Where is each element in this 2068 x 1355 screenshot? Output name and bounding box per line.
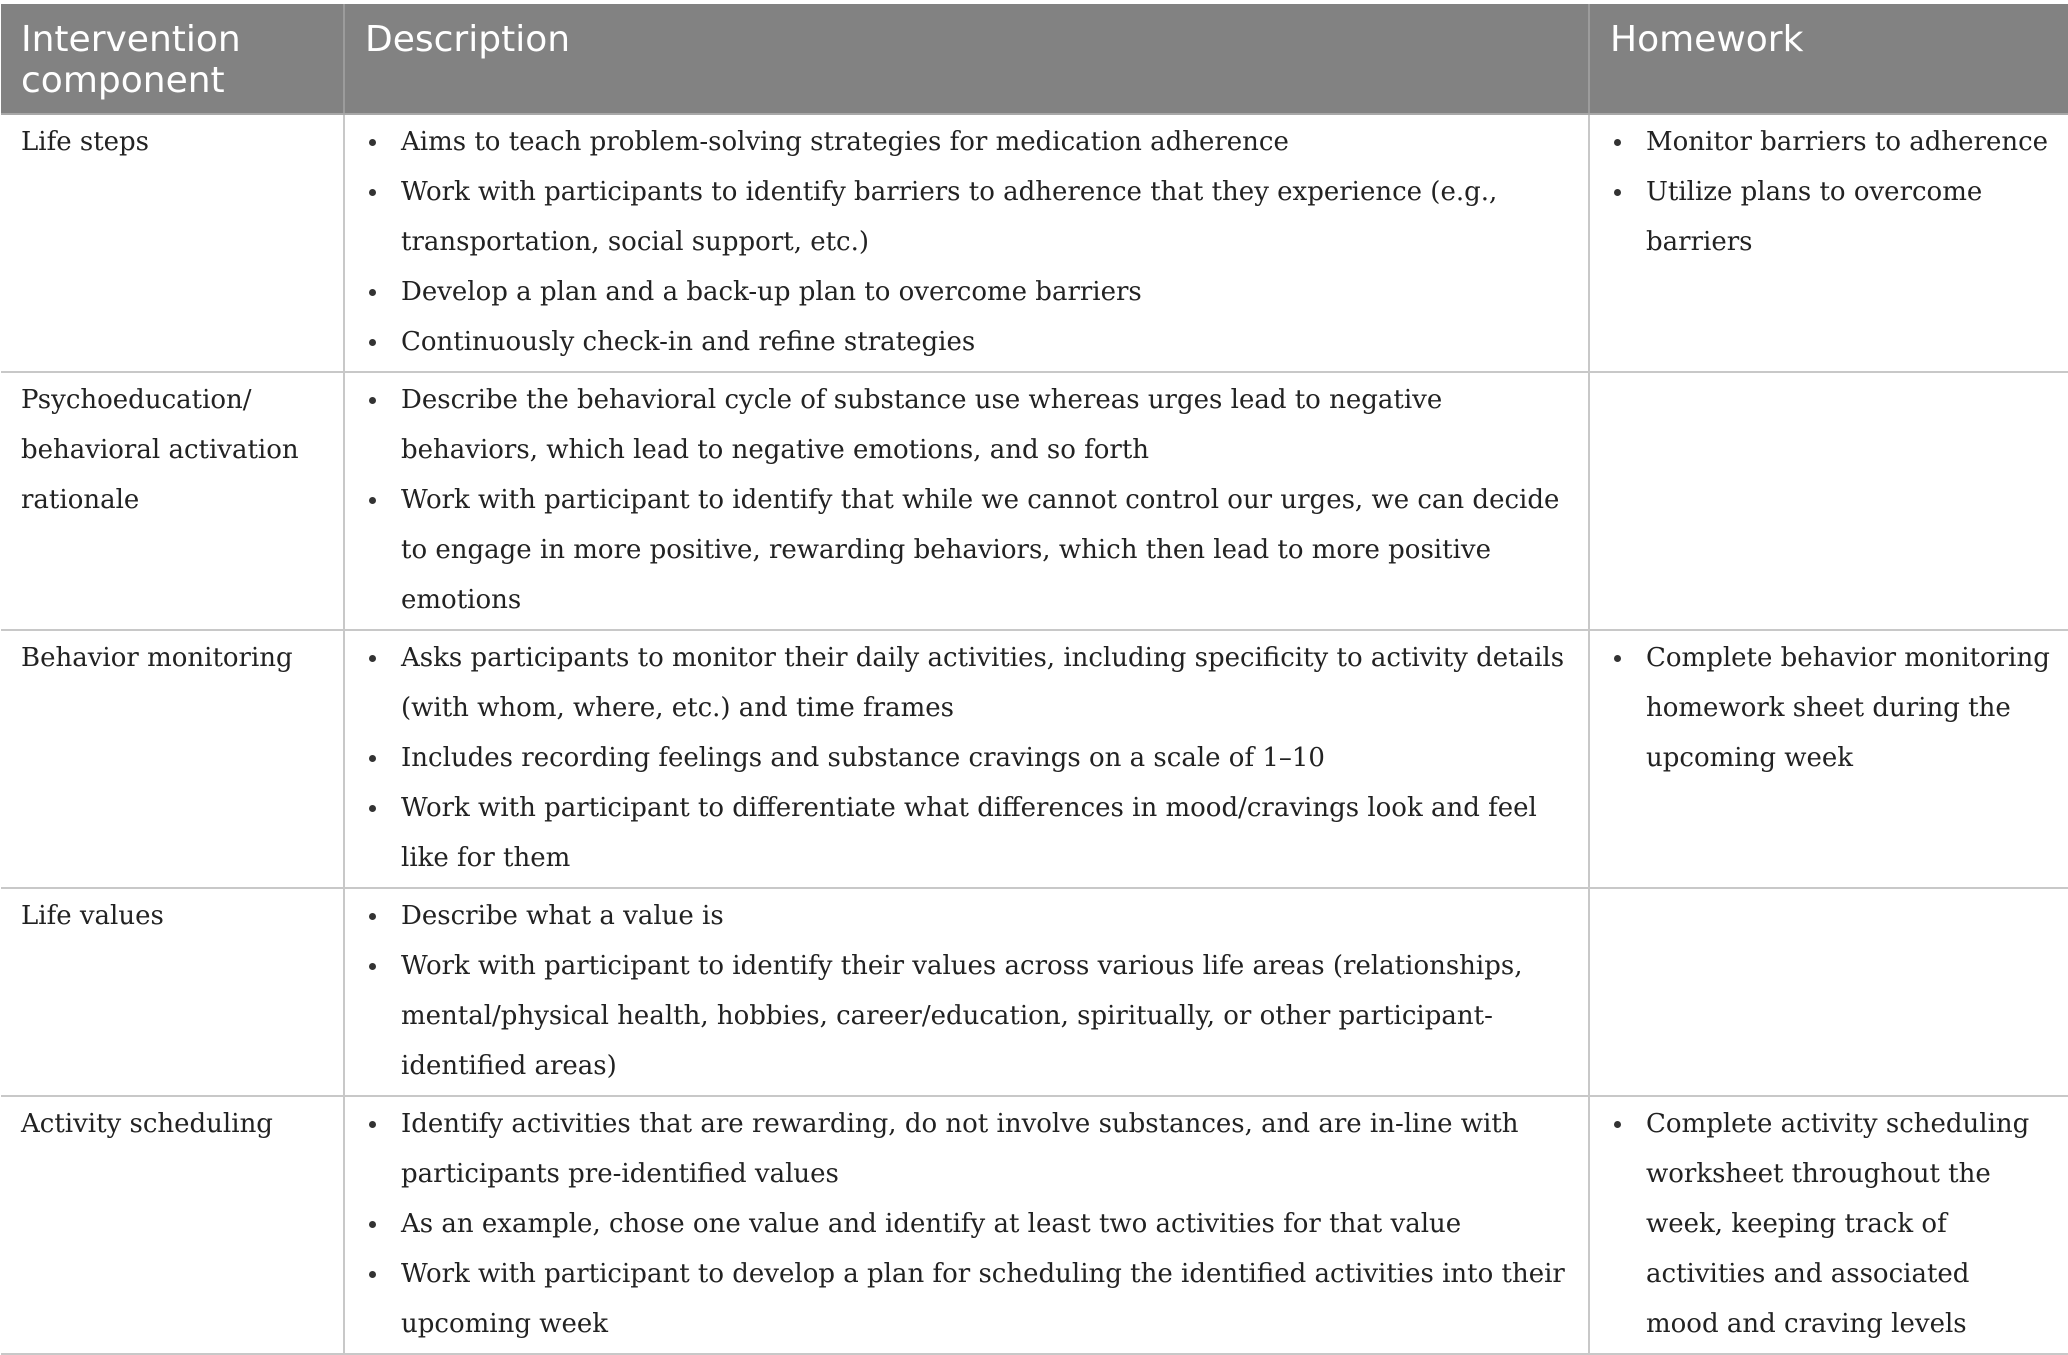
list-item: Aims to teach problem-solving strategies for medication adherence	[365, 117, 1570, 167]
list-item: Monitor barriers to adherence	[1610, 117, 2050, 167]
list-item: Includes recording feelings and substance cravings on a scale of 1–10	[365, 733, 1570, 783]
intervention-table	[1, 4, 2068, 1355]
description-cell	[344, 372, 1589, 630]
list-item: Identify activities that are rewarding, do not involve substances, and are in-line with participants pre-identified values	[365, 1099, 1570, 1199]
list-item: Utilize plans to overcome barriers	[1610, 167, 2050, 267]
list-item: Work with participant to develop a plan for scheduling the identified activities into their upcoming week	[365, 1249, 1570, 1349]
header-homework: Homework	[1589, 4, 2068, 114]
table-row	[1, 888, 2068, 1096]
description-list	[365, 117, 1570, 367]
homework-cell	[1589, 372, 2068, 630]
component-cell: Behavior monitoring	[1, 630, 344, 888]
homework-cell	[1589, 630, 2068, 888]
table-row	[1, 372, 2068, 630]
homework-list	[1610, 1099, 2050, 1349]
header-row	[1, 4, 2068, 114]
intervention-table-container	[1, 4, 2068, 1355]
description-cell	[344, 888, 1589, 1096]
list-item: Develop a plan and a back-up plan to overcome barriers	[365, 267, 1570, 317]
description-list	[365, 1099, 1570, 1349]
component-cell: Psychoeducation/ behavioral activation rationale	[1, 372, 344, 630]
component-cell: Life values	[1, 888, 344, 1096]
table-row	[1, 630, 2068, 888]
list-item: Describe what a value is	[365, 891, 1570, 941]
description-cell	[344, 1096, 1589, 1354]
table-row	[1, 114, 2068, 372]
description-list	[365, 891, 1570, 1091]
list-item: Describe the behavioral cycle of substance use whereas urges lead to negative behaviors, which lead to negative emotions, and so forth	[365, 375, 1570, 475]
description-list	[365, 633, 1570, 883]
homework-cell	[1589, 888, 2068, 1096]
table-row	[1, 1096, 2068, 1354]
list-item: As an example, chose one value and identify at least two activities for that value	[365, 1199, 1570, 1249]
header-description: Description	[344, 4, 1589, 114]
description-list	[365, 375, 1570, 625]
component-cell: Life steps	[1, 114, 344, 372]
homework-cell	[1589, 114, 2068, 372]
list-item: Continuously check-in and refine strategies	[365, 317, 1570, 367]
list-item: Work with participant to identify their values across various life areas (relationships, mental/physical health, hobbies, career/education, spiritually, or other participant-identified areas)	[365, 941, 1570, 1091]
list-item: Complete activity scheduling worksheet throughout the week, keeping track of activities and associated mood and craving levels	[1610, 1099, 2050, 1349]
list-item: Complete behavior monitoring homework sheet during the upcoming week	[1610, 633, 2050, 783]
table-header	[1, 4, 2068, 114]
homework-cell	[1589, 1096, 2068, 1354]
list-item: Asks participants to monitor their daily activities, including specificity to activity details (with whom, where, etc.) and time frames	[365, 633, 1570, 733]
list-item: Work with participants to identify barriers to adherence that they experience (e.g., transportation, social support, etc.)	[365, 167, 1570, 267]
list-item: Work with participant to identify that while we cannot control our urges, we can decide to engage in more positive, rewarding behaviors, which then lead to more positive emotions	[365, 475, 1570, 625]
list-item: Work with participant to differentiate what differences in mood/cravings look and feel like for them	[365, 783, 1570, 883]
description-cell	[344, 630, 1589, 888]
homework-list	[1610, 633, 2050, 783]
homework-list	[1610, 117, 2050, 267]
header-intervention-component: Intervention component	[1, 4, 344, 114]
description-cell	[344, 114, 1589, 372]
table-body	[1, 114, 2068, 1354]
component-cell: Activity scheduling	[1, 1096, 344, 1354]
